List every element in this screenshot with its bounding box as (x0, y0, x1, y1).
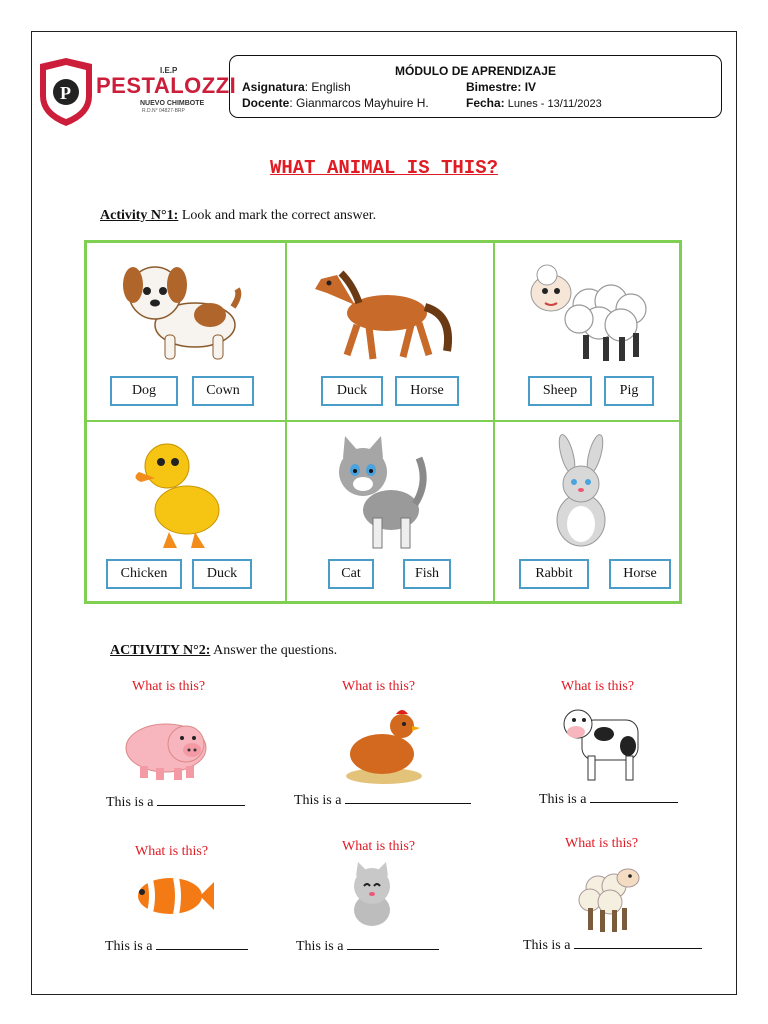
hen-icon (342, 704, 428, 786)
cell-dog (87, 243, 287, 422)
question-3: What is this? (561, 679, 635, 694)
cell-rabbit (495, 422, 679, 601)
activity1-grid (84, 240, 682, 604)
option-rabbit[interactable]: Rabbit (519, 559, 589, 589)
option-sheep[interactable]: Sheep (528, 376, 592, 406)
duck-icon (129, 432, 229, 554)
answer-line-1[interactable]: This is a (106, 792, 245, 811)
answer-blank-5[interactable] (347, 936, 439, 950)
answer-line-2[interactable]: This is a (294, 790, 471, 809)
option-duck[interactable]: Duck (321, 376, 383, 406)
module-title: MÓDULO DE APRENDIZAJE (395, 64, 556, 78)
rabbit-icon (539, 432, 629, 554)
pig-icon (116, 708, 212, 784)
answer-blank-1[interactable] (157, 792, 245, 806)
cell-horse (287, 243, 495, 422)
bimestre-field: Bimestre: IV (466, 80, 537, 94)
answer-blank-4[interactable] (156, 936, 248, 950)
module-info-box (229, 55, 722, 118)
logo-name: PESTALOZZI (96, 73, 237, 98)
answer-blank-3[interactable] (590, 789, 678, 803)
option-horse[interactable]: Horse (609, 559, 671, 589)
lamb-icon (570, 858, 642, 934)
answer-line-3[interactable]: This is a (539, 789, 678, 808)
logo-rdn: R.D.N° 04827-BRP (142, 108, 185, 114)
sheep-icon (519, 257, 659, 367)
dog-icon (115, 257, 245, 367)
answer-line-5[interactable]: This is a (296, 936, 439, 955)
svg-text:P: P (60, 83, 71, 103)
option-pig[interactable]: Pig (604, 376, 654, 406)
option-cat[interactable]: Cat (328, 559, 374, 589)
cat-icon (331, 432, 431, 554)
school-logo (34, 56, 237, 128)
asignatura-field: Asignatura: English (242, 80, 351, 94)
activity2-heading: ACTIVITY N°2: Answer the questions. (110, 643, 338, 658)
shield-icon (34, 56, 98, 128)
answer-blank-2[interactable] (345, 790, 471, 804)
question-1: What is this? (132, 679, 206, 694)
question-6: What is this? (565, 836, 639, 851)
question-5: What is this? (342, 839, 416, 854)
option-chicken[interactable]: Chicken (106, 559, 182, 589)
cell-cat (287, 422, 495, 601)
fish-icon (130, 870, 214, 922)
fecha-field: Fecha: Lunes - 13/11/2023 (466, 96, 602, 110)
option-dog[interactable]: Dog (110, 376, 178, 406)
option-horse[interactable]: Horse (395, 376, 459, 406)
cell-duck (87, 422, 287, 601)
activity1-heading: Activity N°1: Look and mark the correct answer. (100, 208, 377, 223)
docente-field: Docente: Gianmarcos Mayhuire H. (242, 96, 429, 110)
page-title: WHAT ANIMAL IS THIS? (269, 157, 499, 179)
horse-icon (307, 255, 462, 365)
answer-line-4[interactable]: This is a (105, 936, 248, 955)
option-duck[interactable]: Duck (192, 559, 252, 589)
cow-icon (562, 700, 646, 786)
answer-blank-6[interactable] (574, 935, 702, 949)
cell-sheep (495, 243, 679, 422)
question-4: What is this? (135, 844, 209, 859)
option-fish[interactable]: Fish (403, 559, 451, 589)
question-2: What is this? (342, 679, 416, 694)
logo-iep: I.E.P (160, 66, 178, 75)
kitten-icon (338, 862, 404, 930)
option-cown[interactable]: Cown (192, 376, 254, 406)
logo-city: NUEVO CHIMBOTE (140, 100, 205, 107)
answer-line-6[interactable]: This is a (523, 935, 702, 954)
